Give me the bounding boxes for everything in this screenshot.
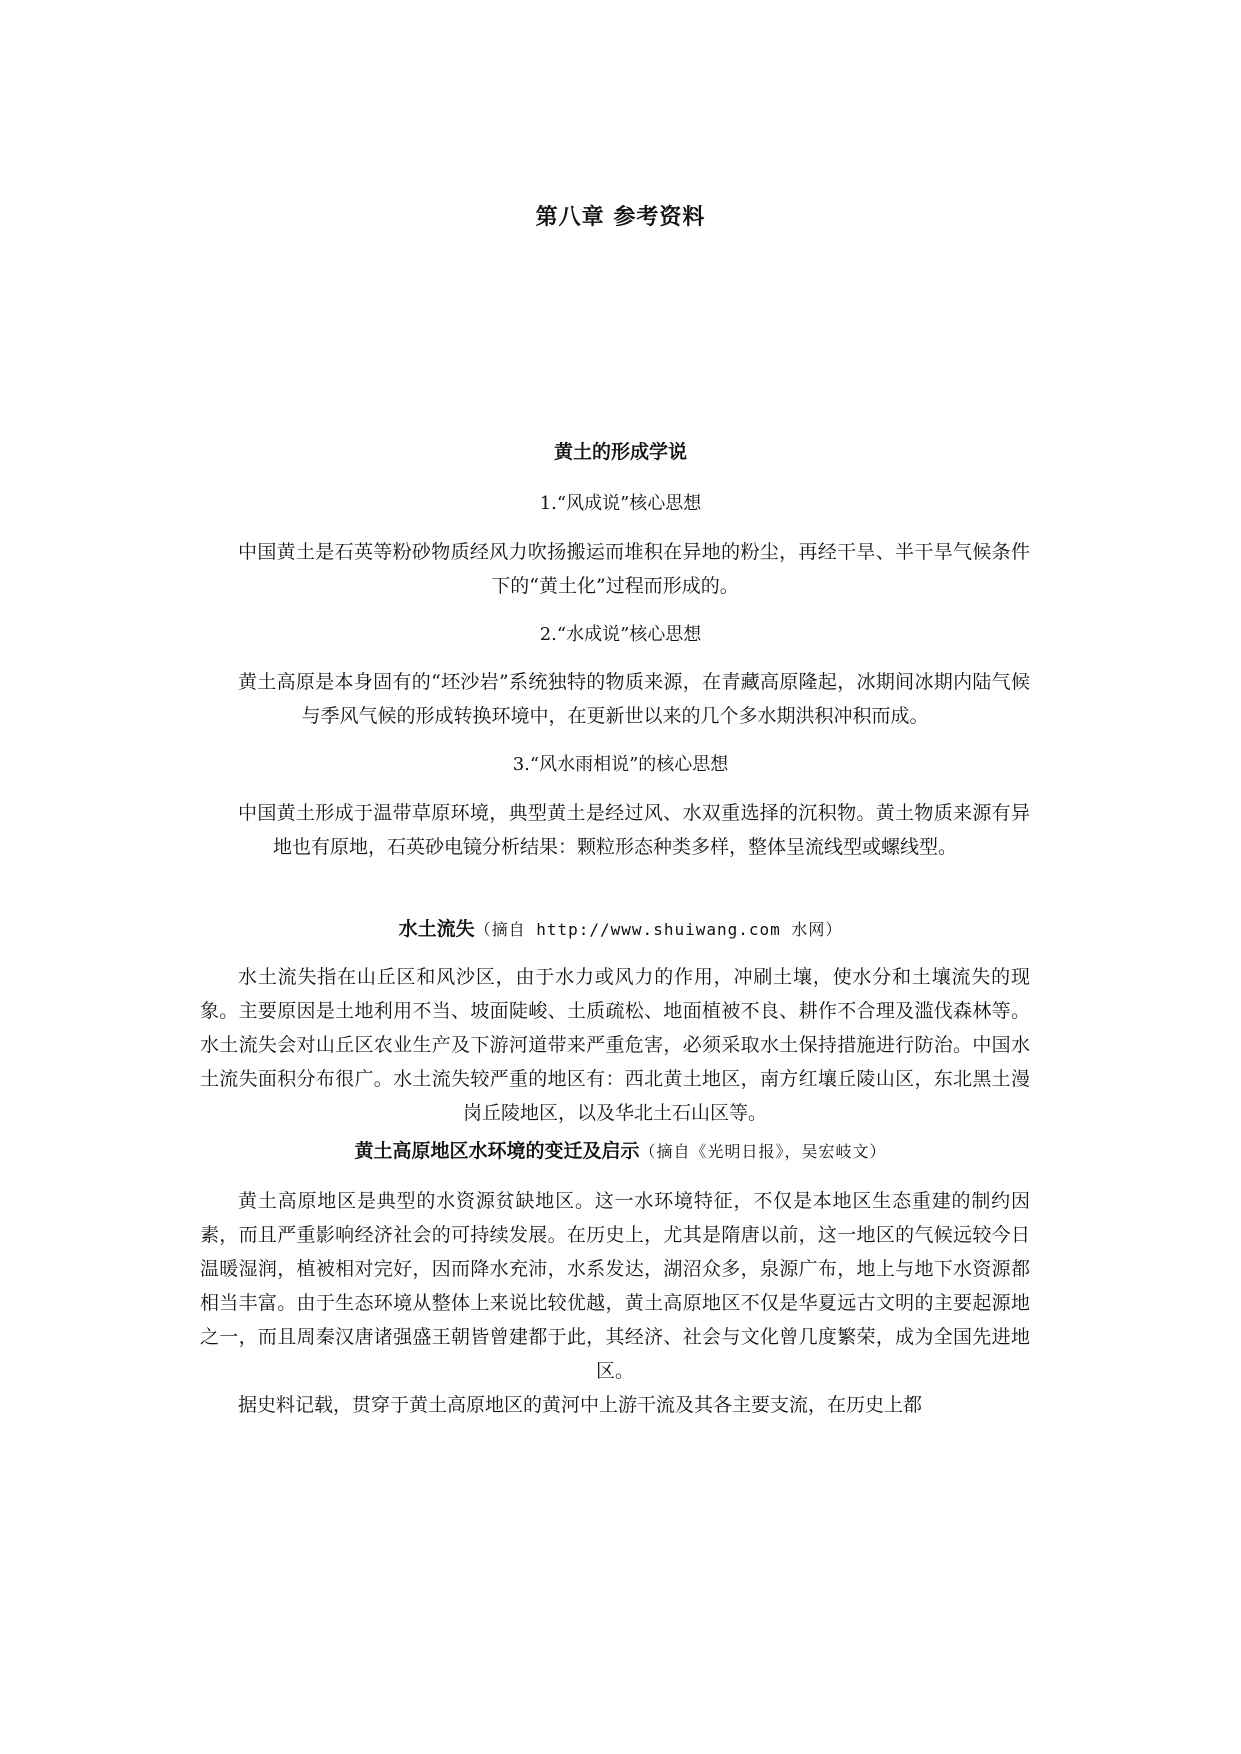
section-title-water-environment bbox=[0, 1136, 1241, 1163]
source-citation: （摘自《光明日报》，吴宏岐文） bbox=[639, 1142, 887, 1161]
theory-heading-wind-water-rain: 3.“风水雨相说”的核心思想 bbox=[512, 754, 729, 775]
theory-text-wind-water-rain: 中国黄土形成于温带草原环境，典型黄土是经过风、水双重选择的沉积物。黄土物质来源有异地也有原地，石英砂电镜分析结果：颗粒形态种类多样，整体呈流线型或螺线型。 bbox=[238, 802, 1030, 858]
theory-text-water: 黄土高原是本身固有的“坯沙岩”系统独特的物质来源，在青藏高原隆起，冰期间冰期内陆气候与季风气候的形成转换环境中，在更新世以来的几个多水期洪积冲积而成。 bbox=[238, 671, 1030, 727]
theory-heading-water: 2.“水成说”核心思想 bbox=[539, 624, 702, 645]
section-title-water-environment-text: 黄土高原地区水环境的变迁及启示 bbox=[354, 1140, 640, 1162]
section-title-soil-erosion-text: 水土流失 bbox=[398, 918, 475, 940]
source-citation: （摘自 http://www.shuiwang.com 水网） bbox=[474, 920, 843, 939]
section-title-loess-formation: 黄土的形成学说 bbox=[553, 441, 687, 463]
chapter-title: 第八章 参考资料 bbox=[535, 205, 706, 230]
water-environment-paragraph-1: 黄土高原地区是典型的水资源贫缺地区。这一水环境特征，不仅是本地区生态重建的制约因素，而且严重影响经济社会的可持续发展。在历史上，尤其是隋唐以前，这一地区的气候远较今日温暖湿润，植被相对完好，因而降水充沛，水系发达，湖沼众多，泉源广布，地上与地下水资源都相当丰富。由于生态环境从整体上来说比较优越，黄土高原地区不仅是华夏远古文明的主要起源地之一，而且周秦汉唐诸强盛王朝皆曾建都于此，其经济、社会与文化曾几度繁荣，成为全国先进地区。 bbox=[200, 1190, 1030, 1382]
soil-erosion-text: 水土流失指在山丘区和风沙区，由于水力或风力的作用，冲刷土壤，使水分和土壤流失的现象。主要原因是土地利用不当、坡面陡峻、土质疏松、地面植被不良、耕作不合理及滥伐森林等。水土流失会对山丘区农业生产及下游河道带来严重危害，必须采取水土保持措施进行防治。中国水土流失面积分布很广。水土流失较严重的地区有：西北黄土地区，南方红壤丘陵山区，东北黑土漫岗丘陵地区，以及华北土石山区等。 bbox=[200, 966, 1030, 1124]
water-environment-paragraph-2: 据史料记载，贯穿于黄土高原地区的黄河中上游干流及其各主要支流，在历史上都 bbox=[238, 1394, 923, 1416]
theory-text-wind: 中国黄土是石英等粉砂物质经风力吹扬搬运而堆积在异地的粉尘，再经干旱、半干旱气候条件下的“黄土化”过程而形成的。 bbox=[238, 541, 1030, 597]
section-title-soil-erosion bbox=[0, 914, 1241, 941]
theory-heading-wind: 1.“风成说”核心思想 bbox=[539, 493, 702, 514]
